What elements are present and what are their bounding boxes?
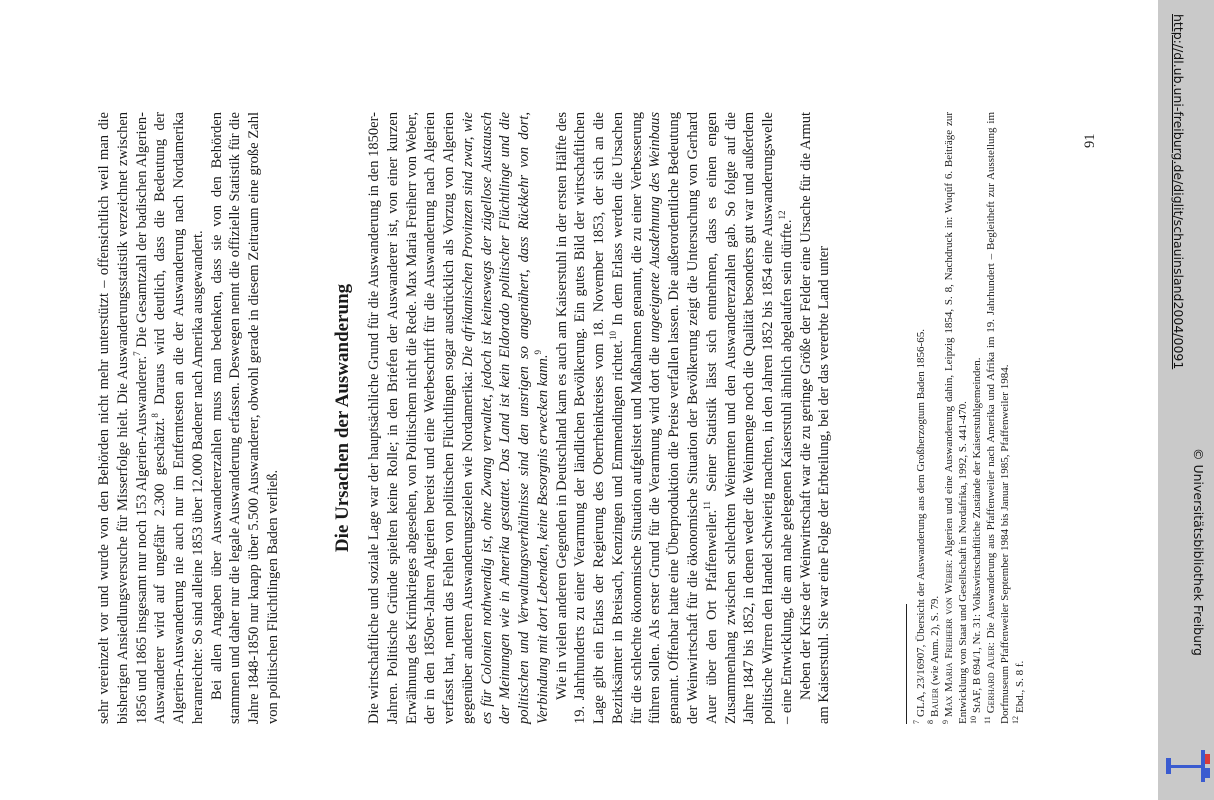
paragraph-ursachen: Die wirtschaftliche und soziale Lage war der hauptsächliche Grund für die Auswanderung in den 1850er-Jahren. Politische Gründe spielten keine Rolle; in den Briefen der Auswanderer ist, von einer kurzen Erwähnung des Krimkrieges abgesehen, von Politischem nicht die Rede. Max Maria Freiherr von Weber, der in den 1850er-Jahren Algerien bereist und eine Werbeschrift für die Auswanderung nach Algerien verfasst hat, nennt das Fehlen von politischen Flüchtlingen sogar ausdrücklich als Vorzug von Algerien gegenüber anderen Auswanderungszielen wie Nordamerika: Die afrikanischen Provinzen sind zwar, wie es für Colonien nothwendig ist, ohne Zwang verwaltet, jedoch ist keineswegs der zügellose Austausch der Meinungen wie in Amerika gestattet. Das Land ist kein Eldorado politischer Flüchtlinge und die politischen und Verwaltungsverhältnisse sind den unsrigen so angenähert, dass Rückkehr von dort, Verbindung mit dort Lebenden, keine Besorgnis erwecken kann.$^9$ xyxy=(366,112,551,724)
footnote-7: $^7$GLA, 23/16907, Übersicht der Auswanderung aus dem Großherzogtum Baden 1856-65. xyxy=(912,329,927,724)
footnote-divider xyxy=(906,604,907,724)
footnote-9: $^9$Max Maria Freiherr von Weber: Algerien und eine Auswanderung dahin, Leipzig 1854, S. 8, Nachdruck in: Wuqûf 6. Beiträge zur Entwicklung von Staat und Gesellschaft in Nordafrika, 1992, S. 441-470. xyxy=(940,112,970,724)
paragraph-kaiserstuhl: Wie in vielen anderen Gegenden in Deutschland kam es auch am Kaiserstuhl in der ersten Hälfte des 19. Jahrhunderts zu einer Verarmung der ländlichen Bevölkerung. Ein gutes Bild der wirtschaftlichen Lage gibt ein Erlass der Regierung des Oberrheinkreises vom 18. November 1853, der sich an die Bezirksämter in Breisach, Kenzingen und Emmendingen richtet.$^{10}$ In dem Erlass werden die Ursachen für die schlechte ökonomische Situation aufgelistet und Maßnahmen genannt, die zu einer Verbesserung führen sollen. Als erster Grund für die Verarmung wird dort die ungeeignete Ausdehnung des Weinbaus genannt. Offenbar hatte eine Überproduktion die Preise verfallen lassen. Die außerordentliche Bedeutung der Weinwirtschaft für die ökonomische Situation der Bevölkerung zeigt die Untersuchung von Gerhard Auer über den Ort Pfaffenweiler.$^{11}$ Seiner Statistik lässt sich entnehmen, dass es einen engen Zusammenhang zwischen schlechten Weinernten und den Auswandererzahlen gab. So folgte auf die Jahre 1847 bis 1852, in denen weder die Weinmenge noch die Qualität besonders gut war und außerdem politische Wirren den Handel schwierig machten, in den Jahren 1852 bis 1854 eine Auswanderungswelle – eine Entwicklung, die am nahe gelegenen Kaiserstuhl ähnlich abgelaufen sein dürfte.$^{12}$ xyxy=(553,111,795,724)
footnote-ref-9: 9 xyxy=(533,349,544,355)
page-number: 91 xyxy=(1082,133,1098,148)
footnotes xyxy=(914,112,1027,724)
paragraph-behoerden: Bei allen Angaben über Auswandererzahlen muss man bedenken, dass sie von den Behörden stammen und daher nur die legale Auswanderung erfassen. Deswegen nennt die offizielle Statistik für die Jahre 1848-1850 nur knapp über 5.500 Auswanderer, obwohl gerade in diesem Zeitraum eine große Zahl von politischen Flüchtlingen Baden verließ. xyxy=(208,112,281,724)
footnote-8: $^8$Bauer (wie Anm. 2), S. 79. xyxy=(926,595,942,724)
footnote-ref-11: 11 xyxy=(701,501,712,510)
top-text-block xyxy=(95,112,283,724)
main-text-block xyxy=(365,112,834,724)
source-url-link[interactable]: http://dl.ub.uni-freiburg.de/diglit/schauinsland2004/0091 xyxy=(1171,14,1186,370)
footnote-ref-7: 7 xyxy=(131,351,142,356)
footnote-ref-8: 8 xyxy=(150,413,161,418)
library-logo-icon xyxy=(1166,748,1210,784)
footnote-12: $^{12}$Ebd., S. 8 f. xyxy=(1010,660,1026,724)
paragraph-weinwirtschaft: Neben der Krise der Weinwirtschaft war die zu geringe Größe der Felder eine Ursache für die Armut am Kaiserstuhl. Sie war eine Folge der Erbteilung, bei der das vererbte Land unter xyxy=(797,112,833,724)
footnote-ref-12: 12 xyxy=(777,210,788,220)
weber-quote: Die afrikanischen Provinzen sind zwar, wie es für Colonien nothwendig ist, ohne Zwang verwaltet, jedoch ist keineswegs der zügellose Austausch der Meinungen wie in Amerika gestattet. Das Land ist kein Eldorado politischer Flüchtlinge und die politischen und Verwaltungsverhältnisse sind den unsrigen so angenähert, dass Rückkehr von dort, Verbindung mit dort Lebenden, keine Besorgnis erwecken kann. xyxy=(459,112,551,724)
section-heading: Die Ursachen der Auswanderung xyxy=(332,283,353,553)
viewer-sidebar xyxy=(1158,0,1214,800)
footnote-11: $^{11}$Gerhard Auer: Die Auswanderung aus Pfaffenweiler nach Amerika und Afrika im 19. Jahrhundert – Begleitheft zur Ausstellung im Dorfmuseum Pfaffenweiler September 1984 bis Januar 1985, Pfaffenweiler 1984. xyxy=(982,111,1012,724)
paragraph-algerien-statistik: sehr vereinzelt vor und wurde von den Behörden nicht mehr unterstützt – offensichtlich weil man die bisherigen Ansiedlungsversuche für Misserfolge hielt. Die Auswanderungsstatistik verzeichnet zwischen 1856 und 1865 insgesamt nur noch 153 Algerien-Auswanderer.$^7$ Die Gesamtzahl der badischen Algerien-Auswanderer wird auf ungefähr 2.300 geschätzt.$^8$ Daraus wird deutlich, dass die Bedeutung der Algerien-Auswanderung nie auch nur im Entferntesten an die der Auswanderung nach Nordamerika heranreichte: So sind alleine 1853 über 12.000 Badener nach Amerika ausgewandert. xyxy=(96,112,206,724)
footnote-10: $^{10}$StAF, B 694/1, Nr. 31: Volkswirtschaftliche Zustände der Kaiserstuhlgemeinden. xyxy=(968,357,984,724)
footnote-ref-10: 10 xyxy=(608,330,619,340)
copyright-notice: © Universitätsbibliothek Freiburg xyxy=(1191,448,1206,656)
